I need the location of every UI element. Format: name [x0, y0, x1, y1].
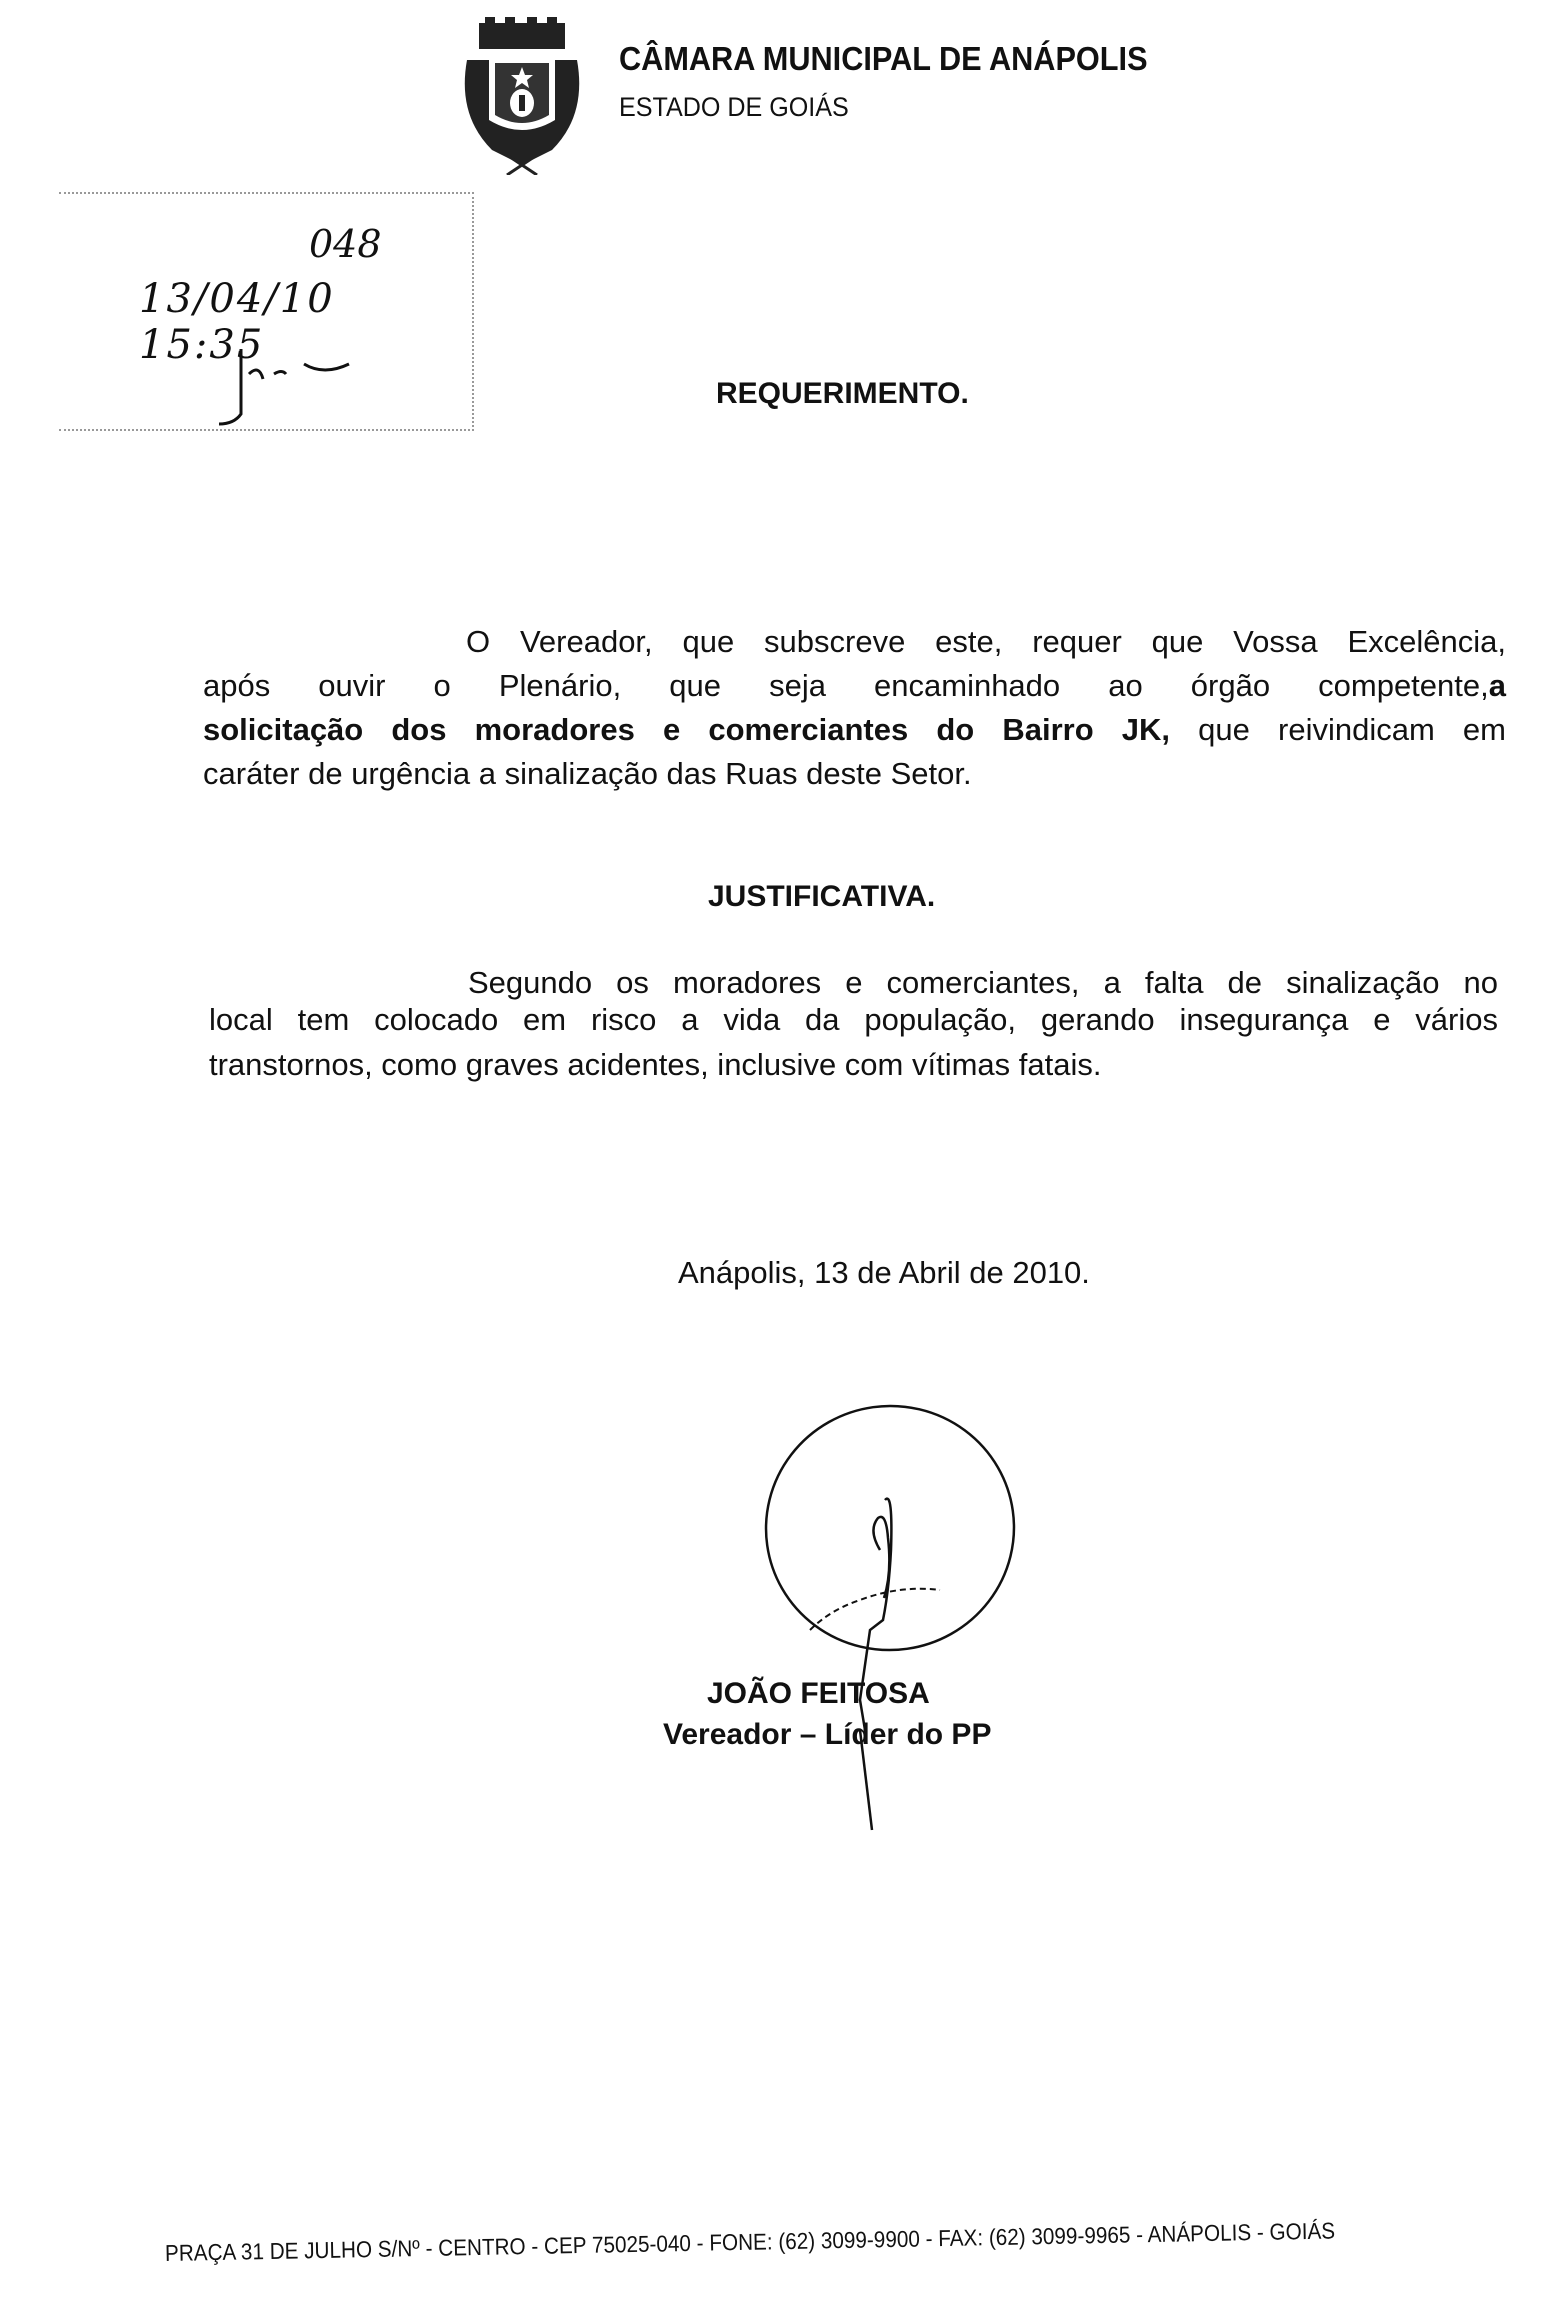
justification-line-2: local tem colocado em risco a vida da população, gerando insegurança e vários [209, 1002, 1498, 1037]
request-line-3-text: que reivindicam em [1198, 712, 1506, 747]
signatory-name: JOÃO FEITOSA [707, 1677, 930, 1710]
protocol-stamp [59, 192, 474, 431]
signatory-role: Vereador – Líder do PP [663, 1718, 992, 1751]
justification-line-1: Segundo os moradores e comerciantes, a falta de sinalização no [468, 965, 1498, 1000]
request-line-4: caráter de urgência a sinalização das Ruas deste Setor. [203, 756, 972, 791]
request-line-2 [203, 668, 1506, 704]
request-line-3 [203, 712, 1506, 748]
handwritten-signature-icon [750, 1400, 1040, 1850]
request-line-1: O Vereador, que subscreve este, requer que Vossa Excelência, [466, 624, 1506, 659]
coat-of-arms-icon [457, 15, 587, 175]
stamp-datetime: 13/04/10 15:35 [139, 276, 335, 368]
justification-line-3: transtornos, como graves acidentes, inclusive com vítimas fatais. [209, 1047, 1102, 1082]
request-bold-text: solicitação dos moradores e comerciantes do Bairro JK, [203, 712, 1171, 747]
request-bold-start: a [1488, 668, 1506, 703]
request-line-2-text: após ouvir o Plenário, que seja encaminhado ao órgão competente, [203, 668, 1489, 703]
institution-name: CÂMARA MUNICIPAL DE ANÁPOLIS [619, 40, 1148, 77]
footer-address: PRAÇA 31 DE JULHO S/Nº - CENTRO - CEP 75025-040 - FONE: (62) 3099-9900 - FAX: (62) 3099-9965 - ANÁPOLIS - GOIÁS [164, 2217, 1336, 2266]
document-title: REQUERIMENTO. [716, 377, 969, 410]
justification-title: JUSTIFICATIVA. [708, 880, 936, 913]
stamp-number: 048 [309, 222, 382, 266]
date-place: Anápolis, 13 de Abril de 2010. [678, 1255, 1090, 1290]
state-name: ESTADO DE GOIÁS [619, 92, 849, 122]
stamp-initials-icon [179, 344, 399, 429]
